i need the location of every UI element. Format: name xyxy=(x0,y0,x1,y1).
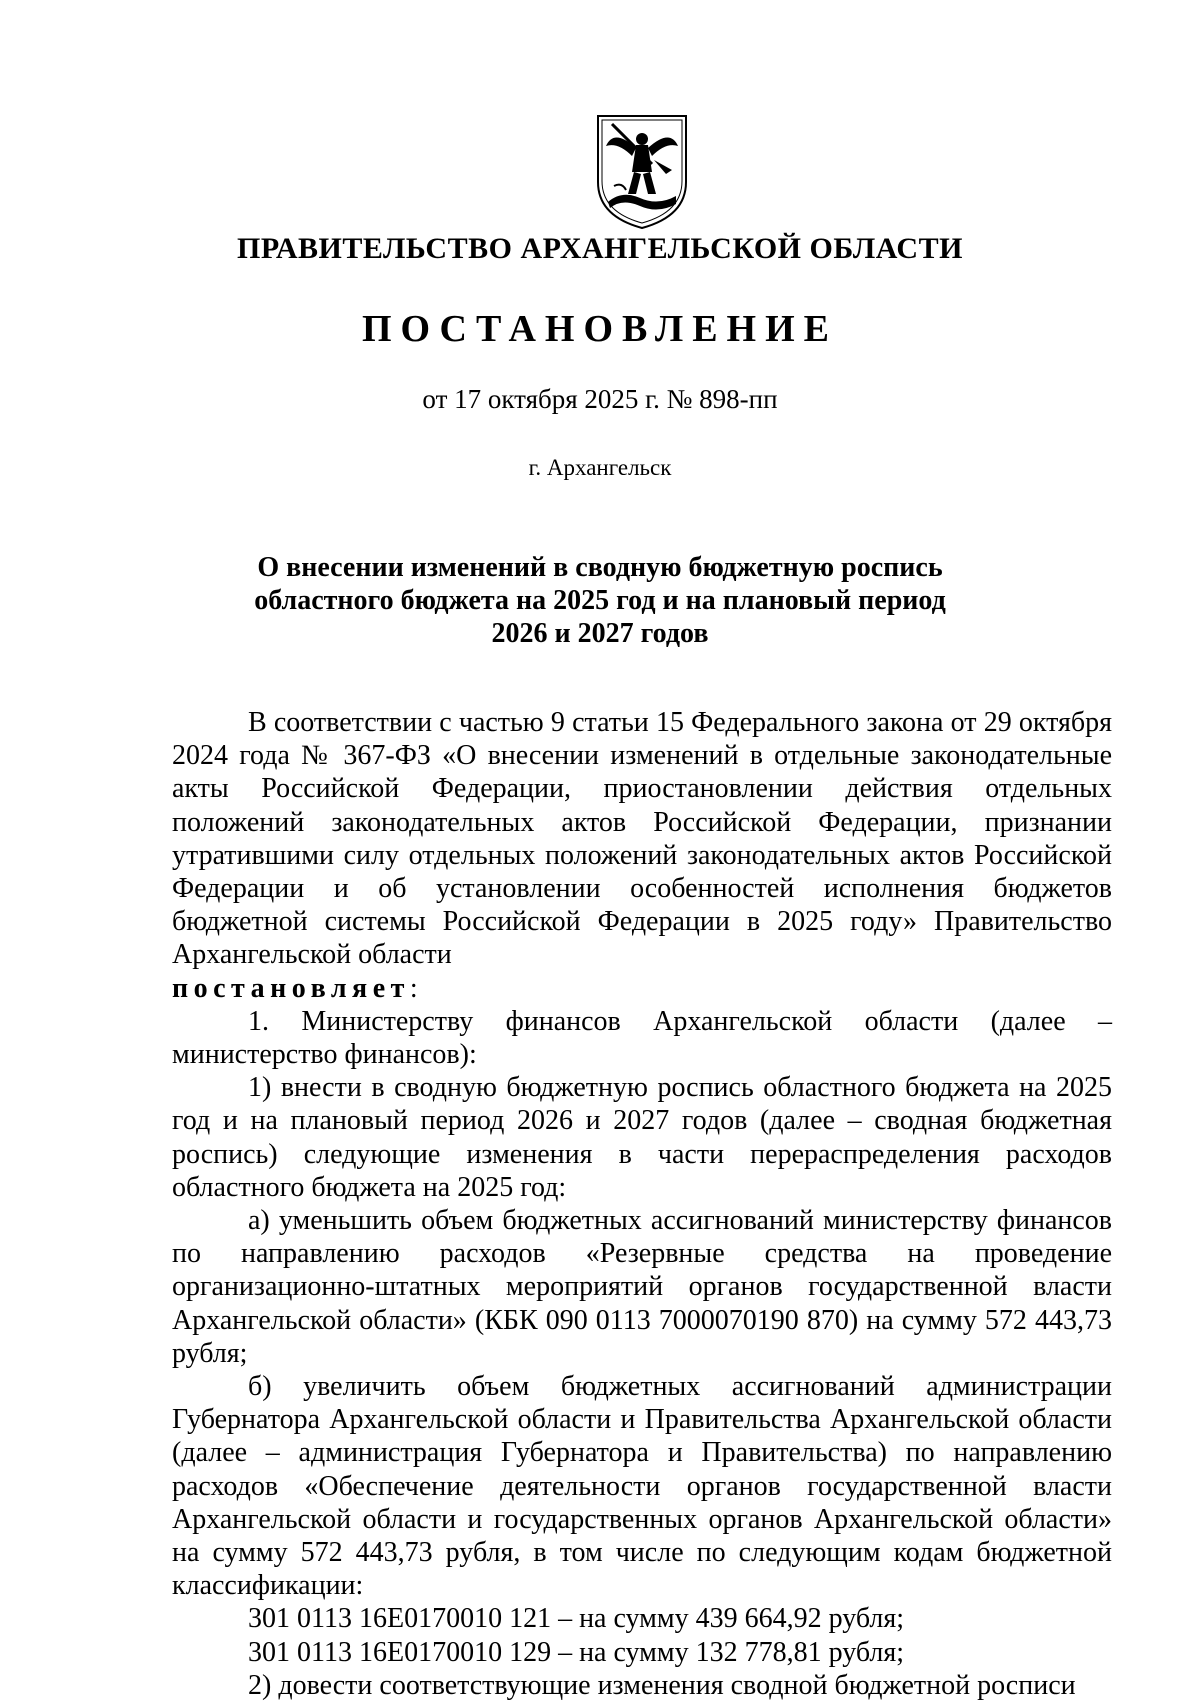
paragraph-1-1: 1) внести в сводную бюджетную роспись областного бюджета на 2025 год и на плановый период 2026 и 2027 годов (далее – сводная бюджетная роспись) следующие изменения в части перераспределения расходов областного бюджета на 2025 год: xyxy=(172,1072,1112,1203)
resolves-line xyxy=(172,972,1112,1005)
document-kind: ПОСТАНОВЛЕНИЕ xyxy=(361,308,839,350)
document-date-number: от 17 октября 2025 г. № 898-пп xyxy=(422,384,778,414)
paragraph-b: б) увеличить объем бюджетных ассигнований администрации Губернатора Архангельской области и Правительства Архангельской области (далее – администрация Губернатора и Правительства) по направлению расходов «Обеспечение деятельности органов государственной власти Архангельской области и государственных органов Архангельской области» на сумму 572 443,73 рубля, в том числе по следующим кодам бюджетной классификации: xyxy=(172,1371,1112,1602)
paragraph-a: а) уменьшить объем бюджетных ассигнований министерству финансов по направлению расходов «Резервные средства на проведение организационно-штатных мероприятий органов государственной власти Архангельской области» (КБК 090 0113 7000070190 870) на сумму 572 443,73 рубля; xyxy=(172,1205,1112,1369)
organization-name: ПРАВИТЕЛЬСТВО АРХАНГЕЛЬСКОЙ ОБЛАСТИ xyxy=(237,232,963,265)
budget-code-line: 301 0113 16Е0170010 129 – на сумму 132 778,81 рубля; xyxy=(248,1636,905,1668)
title-line: О внесении изменений в сводную бюджетную роспись xyxy=(257,552,943,583)
intro-paragraph xyxy=(172,706,1112,972)
document-title xyxy=(0,551,1200,650)
document-city: г. Архангельск xyxy=(528,455,672,480)
title-line: областного бюджета на 2025 год и на плановый период xyxy=(254,585,946,616)
intro-text: В соответствии с частью 9 статьи 15 Федерального закона от 29 октября 2024 года № 367-ФЗ «О внесении изменений в отдельные законодательные акты Российской Федерации, приостановлении действия отдельных положений законодательных актов Российской Федерации, признании утратившими силу отдельных положений законодательных актов Российской Федерации и об установлении особенностей исполнения бюджетов бюджетной системы Российской Федерации в 2025 году» Правительство Архангельской области xyxy=(172,707,1112,971)
paragraph-1-2: 2) довести соответствующие изменения сводной бюджетной росписи xyxy=(248,1669,1076,1701)
budget-code-line: 301 0113 16Е0170010 121 – на сумму 439 664,92 рубля; xyxy=(248,1603,905,1635)
document-body xyxy=(172,706,1112,1702)
resolves-colon: : xyxy=(409,972,418,1004)
coat-of-arms-icon xyxy=(592,112,692,230)
resolves-word: постановляет xyxy=(172,972,410,1004)
paragraph-1: 1. Министерству финансов Архангельской области (далее – министерство финансов): xyxy=(172,1005,1112,1071)
title-line: 2026 и 2027 годов xyxy=(491,618,709,649)
